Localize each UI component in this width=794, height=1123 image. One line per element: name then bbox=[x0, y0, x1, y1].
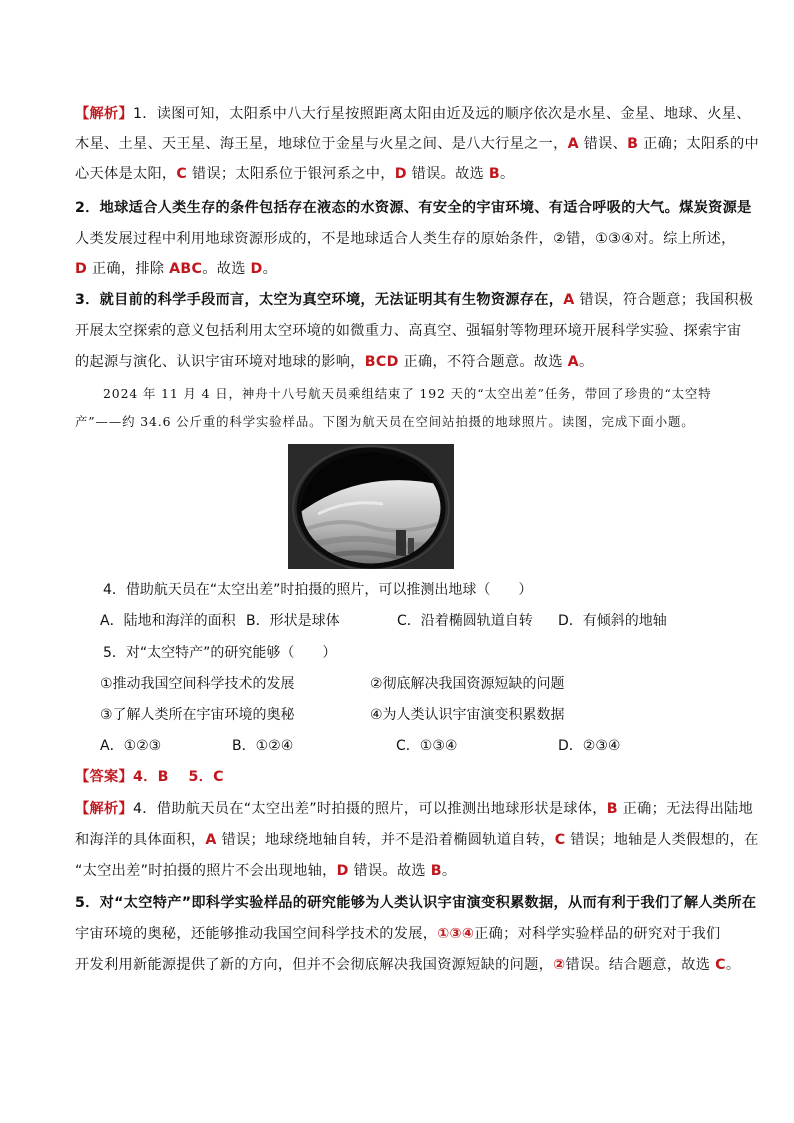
answer-tag: 【答案】 bbox=[75, 769, 133, 785]
analysis-text: 错误；地轴是人类假想的，在 bbox=[565, 832, 759, 848]
question-4-option-d: D．有倾斜的地轴 bbox=[558, 613, 667, 629]
statement-ref: ② bbox=[553, 957, 566, 973]
analysis-text: 错误，符合题意；我国积极 bbox=[574, 292, 754, 308]
analysis-text: 错误；太阳系位于银河系之中， bbox=[187, 166, 395, 182]
question-5-statement-4: ④为人类认识宇宙演变积累数据 bbox=[370, 707, 565, 723]
analysis-2-line-2: 人类发展过程中利用地球资源形成的，不是地球适合人类生存的原始条件，②错，①③④对。综上所述， bbox=[75, 231, 736, 247]
option-ref: C bbox=[176, 166, 188, 182]
analysis-3-line-2: 开展太空探索的意义包括利用太空环境的如微重力、高真空、强辐射等物理环境开展科学实验、探索宇宙 bbox=[75, 323, 742, 339]
option-ref: A bbox=[563, 292, 575, 308]
analysis-text: 3．就目前的科学手段而言，太空为真空环境，无法证明其有生物资源存在， bbox=[75, 292, 564, 308]
analysis-3-line-3 bbox=[75, 352, 593, 372]
analysis-1-line-1 bbox=[75, 104, 751, 124]
analysis-2-line-1: 2．地球适合人类生存的条件包括存在液态的水资源、有安全的宇宙环境、有适合呼吸的大气。煤炭资源是 bbox=[75, 200, 752, 216]
question-5-stem: 5．对“太空特产”的研究能够（ ） bbox=[103, 645, 337, 661]
analysis-text: 和海洋的具体面积， bbox=[75, 832, 206, 848]
analysis-4-line-3 bbox=[75, 861, 456, 881]
question-4-option-a: A．陆地和海洋的面积 bbox=[100, 613, 236, 629]
analysis-text: 。故选 bbox=[202, 261, 251, 277]
analysis-text: 宇宙环境的奥秘，还能够推动我国空间科学技术的发展， bbox=[75, 926, 438, 942]
analysis-text: 1．读图可知，太阳系中八大行星按照距离太阳由近及远的顺序依次是水星、金星、地球、火星、 bbox=[132, 106, 751, 122]
option-ref: B bbox=[430, 863, 442, 879]
analysis-tag: 【解析】 bbox=[75, 801, 133, 817]
analysis-text: 。 bbox=[578, 354, 594, 370]
option-ref: A bbox=[567, 136, 579, 152]
material-intro-line-1: 2024 年 11 月 4 日，神舟十八号航天员乘组结束了 192 天的“太空出差”任务，带回了珍贵的“太空特 bbox=[103, 386, 712, 401]
answer-line bbox=[75, 767, 224, 787]
option-ref: B bbox=[627, 136, 639, 152]
analysis-text: 正确；对科学实验样品的研究对于我们 bbox=[474, 926, 721, 942]
analysis-text: 。 bbox=[500, 166, 515, 182]
option-ref: C bbox=[715, 957, 726, 973]
analysis-text: 错误。故选 bbox=[348, 863, 431, 879]
question-5-option-a: A．①②③ bbox=[100, 738, 162, 754]
question-5-statement-3: ③了解人类所在宇宙环境的奥秘 bbox=[100, 707, 295, 723]
option-ref: D bbox=[336, 863, 349, 879]
analysis-4-line-2 bbox=[75, 830, 759, 850]
analysis-text: 正确；太阳系的中 bbox=[638, 136, 759, 152]
analysis-text: 错误；地球绕地轴自转，并不是沿着椭圆轨道自转， bbox=[216, 832, 555, 848]
option-ref: A bbox=[205, 832, 217, 848]
option-ref: C bbox=[554, 832, 566, 848]
option-ref: B bbox=[488, 166, 501, 182]
option-ref: D bbox=[250, 261, 263, 277]
question-5-statement-1: ①推动我国空间科学技术的发展 bbox=[100, 676, 295, 692]
question-5-statement-2: ②彻底解决我国资源短缺的问题 bbox=[370, 676, 565, 692]
question-4-option-b: B．形状是球体 bbox=[246, 613, 340, 629]
analysis-text: 。 bbox=[725, 957, 741, 973]
analysis-5-line-2 bbox=[75, 924, 720, 944]
question-5-option-d: D．②③④ bbox=[558, 738, 621, 754]
earth-photo-image bbox=[288, 444, 454, 569]
earth-photo-from-space-station bbox=[288, 444, 454, 569]
analysis-4-line-1 bbox=[75, 799, 753, 819]
analysis-text: 的起源与演化、认识宇宙环境对地球的影响， bbox=[75, 354, 365, 370]
analysis-text: 。 bbox=[262, 261, 278, 277]
question-5-option-c: C．①③④ bbox=[396, 738, 458, 754]
option-ref: A bbox=[567, 354, 579, 370]
option-ref: B bbox=[606, 801, 618, 817]
question-4-stem: 4．借助航天员在“太空出差”时拍摄的照片，可以推测出地球（ ） bbox=[103, 582, 533, 598]
statement-ref: ①③④ bbox=[437, 926, 475, 942]
option-ref: ABC bbox=[169, 261, 203, 277]
analysis-text: 4．借助航天员在“太空出差”时拍摄的照片，可以推测出地球形状是球体， bbox=[132, 801, 607, 817]
analysis-text: 错误。结合题意，故选 bbox=[565, 957, 716, 973]
option-ref: D bbox=[394, 166, 407, 182]
analysis-3-line-1 bbox=[75, 290, 753, 310]
question-4-option-c: C．沿着椭圆轨道自转 bbox=[397, 613, 533, 629]
analysis-text: 正确，不符合题意。故选 bbox=[398, 354, 568, 370]
analysis-text: 开发利用新能源提供了新的方向，但并不会彻底解决我国资源短缺的问题， bbox=[75, 957, 554, 973]
analysis-text: 错误。故选 bbox=[406, 166, 489, 182]
analysis-text: 正确，排除 bbox=[87, 261, 170, 277]
analysis-5-line-3 bbox=[75, 955, 740, 975]
option-ref: D bbox=[75, 261, 88, 277]
analysis-text: 。 bbox=[441, 863, 457, 879]
analysis-2-line-3 bbox=[75, 259, 277, 279]
analysis-text: 错误、 bbox=[578, 136, 628, 152]
analysis-text: 正确；无法得出陆地 bbox=[617, 801, 754, 817]
analysis-tag: 【解析】 bbox=[75, 106, 133, 122]
analysis-1-line-2 bbox=[75, 134, 759, 154]
analysis-text: 木星、土星、天王星、海王星，地球位于金星与火星之间、是八大行星之一， bbox=[75, 136, 568, 152]
analysis-5-line-1: 5．对“太空特产”即科学实验样品的研究能够为人类认识宇宙演变积累数据，从而有利于我们了解人类所在 bbox=[75, 895, 757, 911]
analysis-text: “太空出差”时拍摄的照片不会出现地轴， bbox=[75, 863, 337, 879]
question-5-option-b: B．①②④ bbox=[232, 738, 294, 754]
answer-text: 4．B 5．C bbox=[132, 769, 224, 785]
analysis-text: 心天体是太阳， bbox=[75, 166, 177, 182]
material-intro-line-2: 产”——约 34.6 公斤重的科学实验样品。下图为航天员在空间站拍摄的地球照片。读图，完成下面小题。 bbox=[75, 414, 695, 429]
option-ref: BCD bbox=[364, 354, 399, 370]
analysis-1-line-3 bbox=[75, 164, 515, 184]
